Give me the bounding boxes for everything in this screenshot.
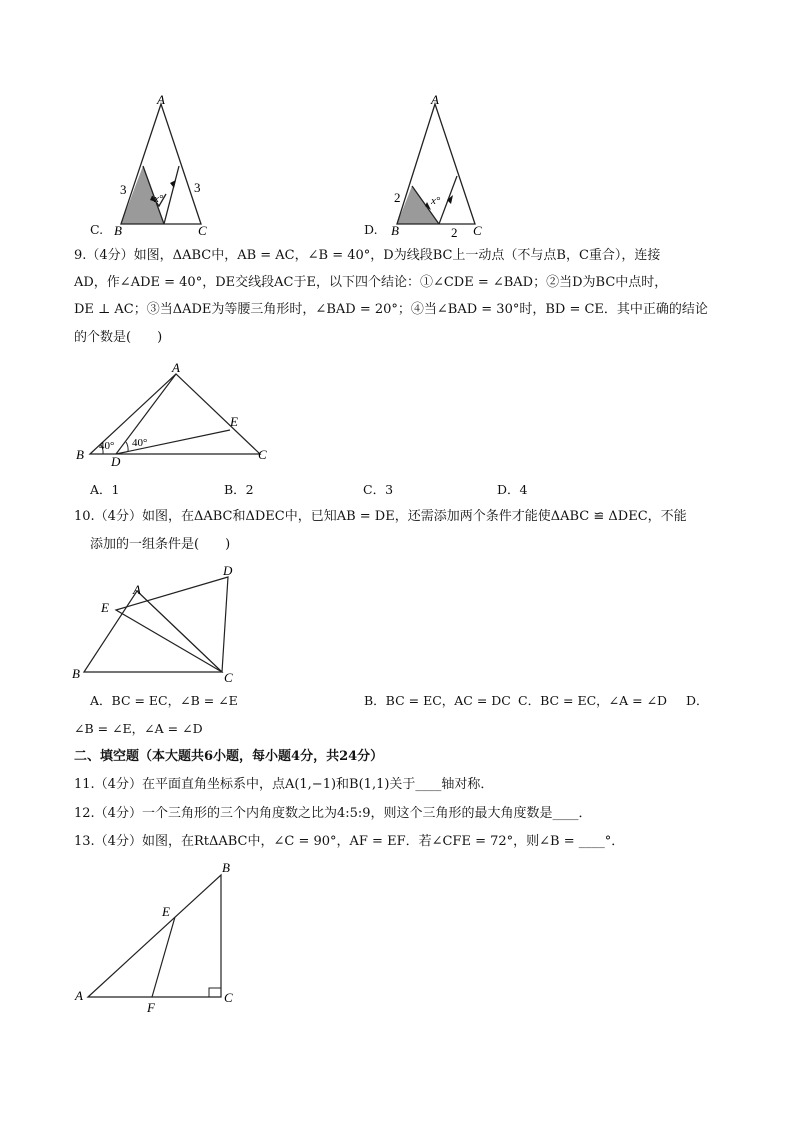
label-a: A <box>133 582 141 597</box>
label-e: E <box>230 414 238 429</box>
label-b: B <box>72 666 80 681</box>
q10-option-a: A．BC = EC，∠B = ∠E <box>90 693 238 708</box>
label-b: B <box>391 223 399 238</box>
angle-b: 40° <box>99 440 115 452</box>
q13-figure <box>70 858 250 1018</box>
label-a: A <box>75 988 83 1003</box>
q9-option-b: B．2 <box>224 482 254 497</box>
label-a: A <box>431 92 439 107</box>
q8-figure-d <box>385 92 525 242</box>
q10-option-d-content: ∠B = ∠E，∠A = ∠D <box>74 721 203 736</box>
option-c-label: C. <box>90 222 104 237</box>
label-e: E <box>101 600 109 615</box>
q10-option-d-label: D． <box>686 693 709 708</box>
label-c: C <box>198 223 207 238</box>
label-d: D <box>223 563 233 578</box>
q12-text: 12.（4分）一个三角形的三个内角度数之比为4:5:9，则这个三角形的最大角度数是____． <box>74 806 592 821</box>
label-b: B <box>76 447 84 462</box>
q9-option-a: A．1 <box>90 482 120 497</box>
label-b: B <box>114 223 122 238</box>
label-a: A <box>172 360 180 375</box>
q9-line-3: DE ⊥ AC；③当ΔADE为等腰三角形时，∠BAD = 20°；④当∠BAD = 30°时，BD = CE．其中正确的结论 <box>74 302 708 317</box>
left-length: 3 <box>120 182 127 197</box>
section-2-title: 二、填空题（本大题共6小题，每小题4分，共24分） <box>74 749 384 764</box>
option-d-label: D. <box>364 222 378 237</box>
q9-line-4: 的个数是( ) <box>74 330 163 345</box>
q10-line-2: 添加的一组条件是( ) <box>90 537 231 552</box>
left-length: 2 <box>394 190 401 205</box>
q13-text: 13.（4分）如图，在RtΔABC中，∠C = 90°，AF = EF．若∠CFE = 72°，则∠B = ____°． <box>74 834 625 849</box>
label-c: C <box>473 223 482 238</box>
label-c: C <box>224 670 233 685</box>
label-f: F <box>147 1000 155 1015</box>
q9-figure <box>70 358 290 468</box>
q11-text: 11.（4分）在平面直角坐标系中，点A(1,−1)和B(1,1)关于____轴对称． <box>74 777 494 792</box>
label-d: D <box>111 454 121 468</box>
angle-x: x° <box>154 193 164 205</box>
q8-figure-c <box>80 92 240 242</box>
q9-line-2: AD，作∠ADE = 40°，DE交线段AC于E，以下四个结论：①∠CDE = ∠BAD；②当D为BC中点时， <box>74 275 668 290</box>
triangle-abc <box>88 875 221 997</box>
angle-ade: 40° <box>132 437 148 449</box>
label-a: A <box>157 92 165 107</box>
label-c: C <box>258 447 267 462</box>
label-e: E <box>162 904 170 919</box>
q9-option-c: C．3 <box>363 482 394 497</box>
q9-option-d: D．4 <box>497 482 528 497</box>
label-b: B <box>222 860 230 875</box>
q10-figure <box>68 562 248 686</box>
base-length: 2 <box>451 225 458 240</box>
label-c: C <box>224 990 233 1005</box>
q9-line-1: 9.（4分）如图，ΔABC中，AB = AC，∠B = 40°，D为线段BC上一动点（不与点B，C重合），连接 <box>74 248 661 263</box>
right-length: 3 <box>194 180 201 195</box>
angle-x: x° <box>431 195 441 207</box>
q10-option-b: B．BC = EC，AC = DC <box>364 693 511 708</box>
q10-option-c: C．BC = EC，∠A = ∠D <box>518 693 668 708</box>
q10-line-1: 10.（4分）如图，在ΔABC和ΔDEC中，已知AB = DE，还需添加两个条件才能使ΔABC ≌ ΔDEC，不能 <box>74 509 687 524</box>
